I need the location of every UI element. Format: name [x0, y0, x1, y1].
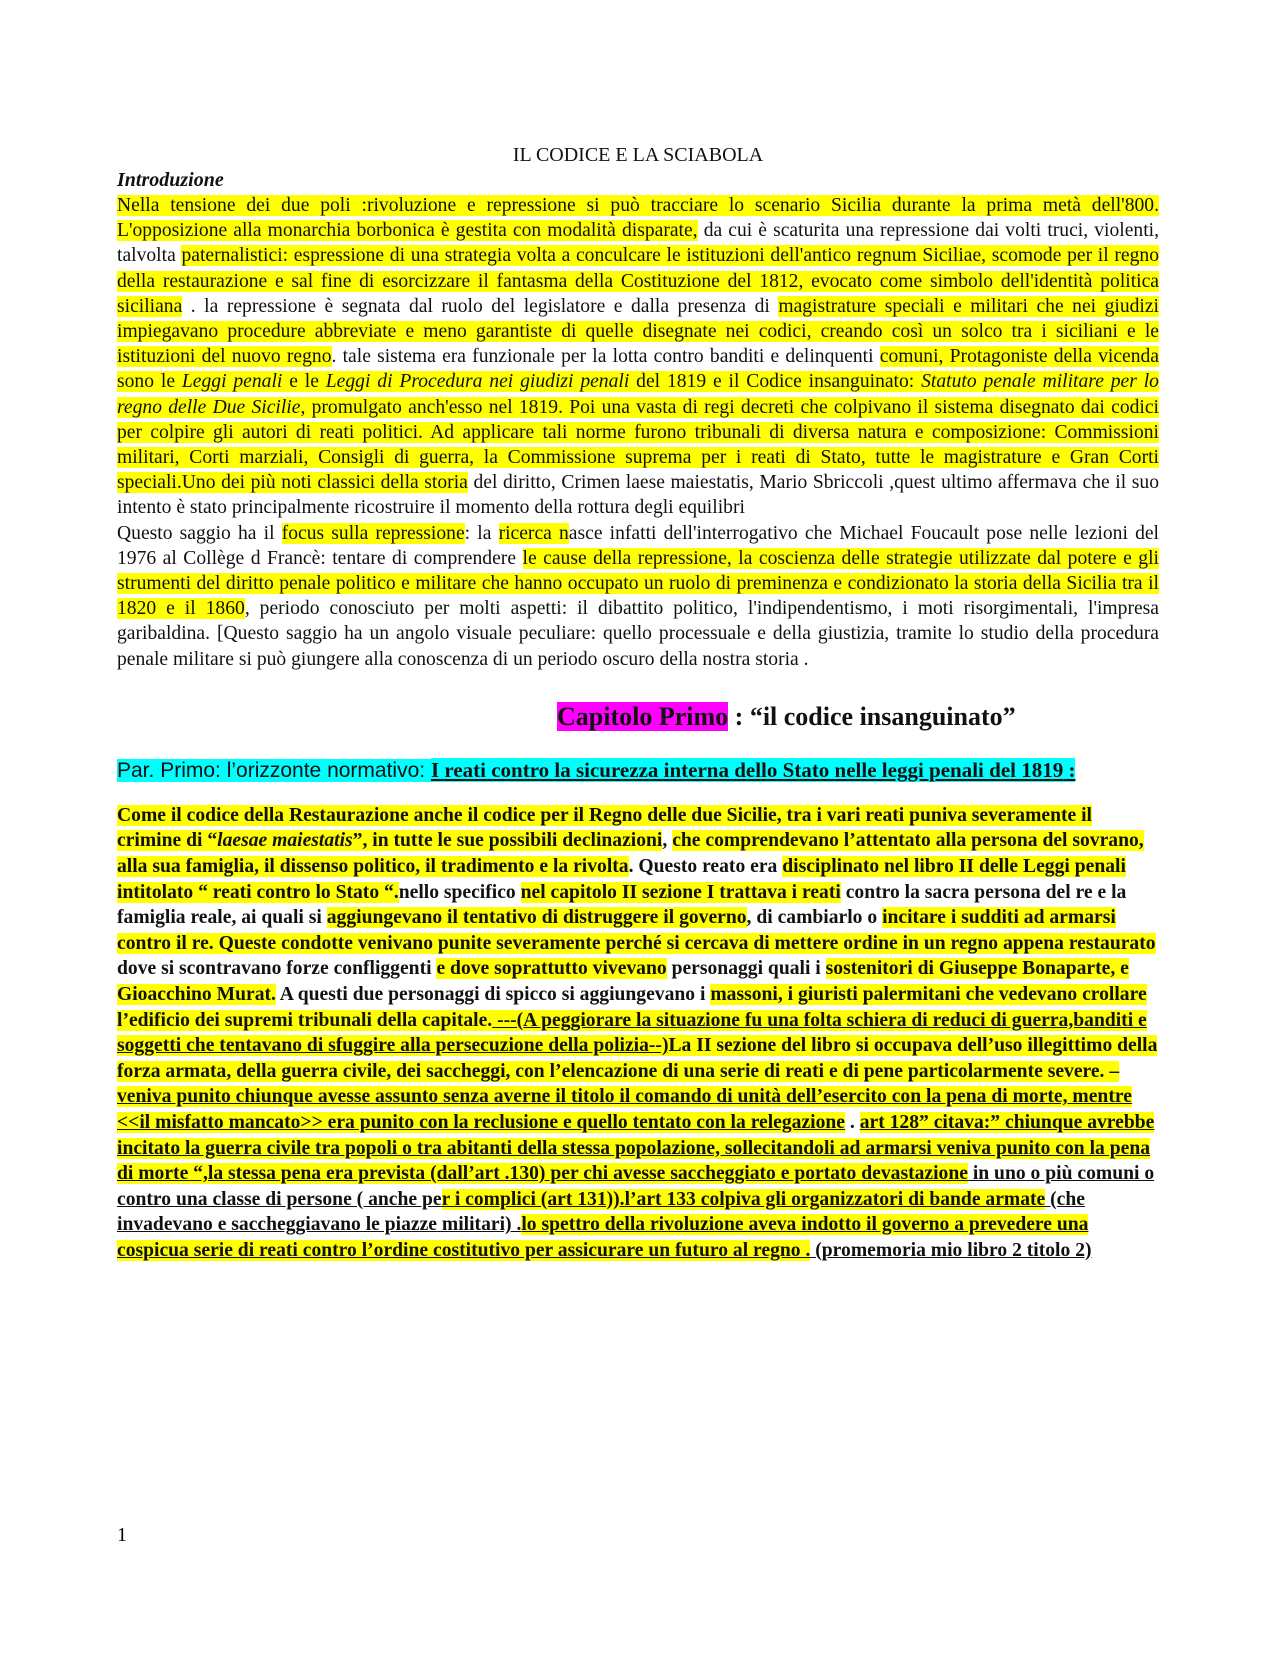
- text-run: , di cambiarlo o: [746, 907, 883, 929]
- text-run: , periodo conosciuto per molti aspetti: il dibattito politico, l'indipendentismo, i moti risorgimentali, l'impresa garibaldina. [Questo saggio ha un angolo visuale peculiare: quello processuale e della giustizia, tramite lo studio della procedura penale militare si può giungere alla conoscenza di un periodo oscuro della nostra storia .: [117, 598, 1160, 670]
- chapter-title: : “il codice insanguinato”: [728, 701, 1016, 731]
- text-run: aggiungevano il tentativo di distruggere il governo: [326, 907, 747, 929]
- body-paragraph: [117, 803, 1159, 1264]
- chapter-heading: [117, 700, 1159, 734]
- text-run: . la repressione è segnata dal ruolo del legislatore e dalla presenza di: [182, 295, 779, 317]
- text-run: le cause della repressione, la coscienza delle strategie utilizzate dal potere e gli strumenti del diritto penale politico e militare che hanno occupato un ruolo di preminenza e condizionato la storia della Sicilia tra il 1820 e il 1860: [117, 547, 1159, 620]
- text-run: nello specifico: [398, 881, 521, 903]
- text-run: A questi due personaggi di spicco si aggiungevano i: [275, 984, 711, 1006]
- text-run: laesae maiestatis: [217, 830, 353, 852]
- text-run: veniva punito chiunque avesse assunto senza averne il titolo il comando di unità dell’esercito con la pena di morte, mentre <<il misfatto mancato>> era punito con la reclusione e quello tentato con la relegazione: [117, 1086, 1132, 1133]
- text-run: Leggi penali: [181, 371, 283, 393]
- text-run: nel capitolo II sezione I trattava i reati: [520, 881, 841, 903]
- text-run: oprattutto: [501, 958, 593, 980]
- text-run: ,: [662, 830, 673, 852]
- text-run: massoni, i giuristi palermitani che vedevano crollare l’edificio dei supremi tribunali della capitale.: [117, 984, 1147, 1031]
- text-run: del 1819 e il Codice insanguinato:: [629, 371, 922, 393]
- text-run: (promemoria mio libro 2 titolo 2): [810, 1239, 1092, 1261]
- text-run: ---(A peggiorare la situazione fu una folta schiera di reduci di guerra,banditi e soggetti che tentavano di sfuggire alla persecuzione della polizia--): [117, 1009, 1147, 1057]
- paragraph-title-prefix: Par. Primo: l’orizzonte normativo:: [117, 758, 431, 782]
- text-run: vivevano: [592, 958, 667, 980]
- text-run: . tale sistema era funzionale per la lotta contro banditi e delinquenti: [331, 346, 880, 368]
- text-run: (che invadevano e saccheggiavano le piazze militari) .: [117, 1188, 1085, 1236]
- text-run: sostenitori di Giuseppe Bonaparte, e Gioacchino Murat.: [117, 958, 1129, 1006]
- text-run: dove si scontravano forze confliggenti: [117, 958, 437, 980]
- text-run: paternalistici: espressione di una strategia volta a conculcare le istituzioni dell'antico regnum Siciliae, scomode per il regno della restaurazione e sal fine di esorcizzare il fantasma della Costituzione del 1812, evocato come simbolo dell'identità politica siciliana: [117, 245, 1159, 317]
- text-run: focus sulla repressione: [281, 522, 465, 544]
- paragraph-title-suffix: :: [1063, 757, 1076, 782]
- text-run: ricerca n: [498, 522, 569, 544]
- page-content: [117, 142, 1159, 1264]
- text-run: lo spettro della rivoluzione aveva indotto il governo a prevedere una cospicua serie di reati contro l’ordine costitutivo per assicurare un futuro al regno .: [117, 1214, 1089, 1261]
- text-run: Leggi di Procedura nei giudizi penali: [325, 371, 630, 393]
- paragraph-title-main: I reati contro la sicurezza interna dello Stato nelle leggi penali del 1819: [430, 757, 1064, 782]
- text-run: incitare i sudditi ad armarsi contro il re. Queste condotte venivano punite severamente perché si cercava di mettere ordine in un regno appena restaurato: [117, 907, 1156, 954]
- text-run: saccheggi, con l’elencazione: [426, 1060, 658, 1082]
- text-run: ”, in tutte le sue possibili declinazioni: [352, 830, 663, 852]
- text-run: Come il codice della Restaurazione anche il codice per il Regno delle due Sicilie, tra i vari reati puniva severamente il crimine di “: [117, 804, 1092, 852]
- intro-heading: Introduzione: [117, 169, 224, 191]
- text-run: in uno o più comuni o contro una classe di persone ( anche pe: [117, 1163, 1155, 1210]
- text-run: personaggi quali i: [666, 958, 826, 980]
- text-run: , promulgato anch'esso nel 1819. Poi una vasta di regi decreti che colpivano il sistema disegnato dai codici per colpire gli autori di reati politici. Ad applicare tali norme furono tribunali di diversa natura e composizione: Commissioni militari, Corti marziali, Consigli di guerra, la Commissione suprema per i reati di Stato, tutte le magistrature e Gran Corti speciali.Uno dei più noti classici della storia: [117, 396, 1159, 494]
- text-run: . Questo reato era: [628, 856, 783, 878]
- text-run: asce infatti dell'interrogativo che Michael Foucault pose nelle lezioni del 1976 al Collège d Francè: tentare di comprendere: [117, 522, 1160, 569]
- text-run: r i complici (art 131)).l’art 133 colpiva gli organizzatori di bande armate: [441, 1188, 1046, 1210]
- text-run: art 128” citava:” chiunque avrebbe incitato la guerra civile tra popoli o tra abitanti della stessa popolazione, sollecitandoli ad armarsi veniva punito con la pena di morte “,la stessa pena era prevista (dall’art .130) per chi avesse saccheggiato e portato devastazione: [117, 1111, 1155, 1185]
- text-run: Questo saggio ha il: [117, 522, 282, 544]
- text-run: disciplinato nel libro II delle Leggi penali intitolato “ reati contro lo Stato “.: [117, 856, 1126, 903]
- chapter-label: Capitolo Primo: [557, 701, 729, 731]
- text-run: da cui è scaturita una repressione dai volti truci, violenti, talvolta: [117, 220, 1159, 267]
- text-run: del diritto, Crimen laese maiestatis, Mario Sbriccoli ,quest ultimo affermava che il suo intento è stato principalmente ricostruire il momento della rottura degli equilibri: [117, 472, 1159, 519]
- text-run: magistrature speciali e militari che nei giudizi impiegavano procedure abbreviate e meno garantiste di quelle disegnate nei codici, creando così un solco tra i siciliani e le istituzioni del nuovo regno: [117, 295, 1159, 368]
- text-run: contro la sacra persona del re e la famiglia reale, ai quali si: [117, 881, 1127, 929]
- paragraph-title: [117, 756, 1159, 785]
- text-run: di una serie di reati e di pene particolarmente severe. –: [657, 1060, 1120, 1082]
- document-title: IL CODICE E LA SCIABOLA: [512, 144, 764, 166]
- text-run: e le: [282, 371, 326, 393]
- text-run: Statuto penale militare per lo regno delle Due Sicilie: [117, 371, 1159, 418]
- text-run: che comprendevano l’attentato alla persona del sovrano, alla sua famiglia, il dissenso politico, il tradimento e la rivolta: [117, 830, 1144, 878]
- text-run: Nella tensione dei due poli :rivoluzione e repressione si può tracciare lo scenario Sicilia durante la prima metà dell'800. L'opposizione alla monarchia borbonica è gestita con modalità disparate,: [117, 195, 1159, 242]
- intro-paragraph-1: [117, 193, 1159, 521]
- text-run: : la: [464, 522, 499, 544]
- text-run: .: [845, 1111, 860, 1133]
- page-number: 1: [117, 1524, 127, 1546]
- text-run: e dove s: [436, 958, 502, 980]
- intro-paragraph-2: [117, 521, 1159, 672]
- text-run: comuni, Protagoniste della vicenda sono le: [117, 346, 1160, 393]
- text-run: La II sezione del libro si occupava dell’uso illegittimo della forza armata, della guerra civile, dei: [117, 1035, 1158, 1082]
